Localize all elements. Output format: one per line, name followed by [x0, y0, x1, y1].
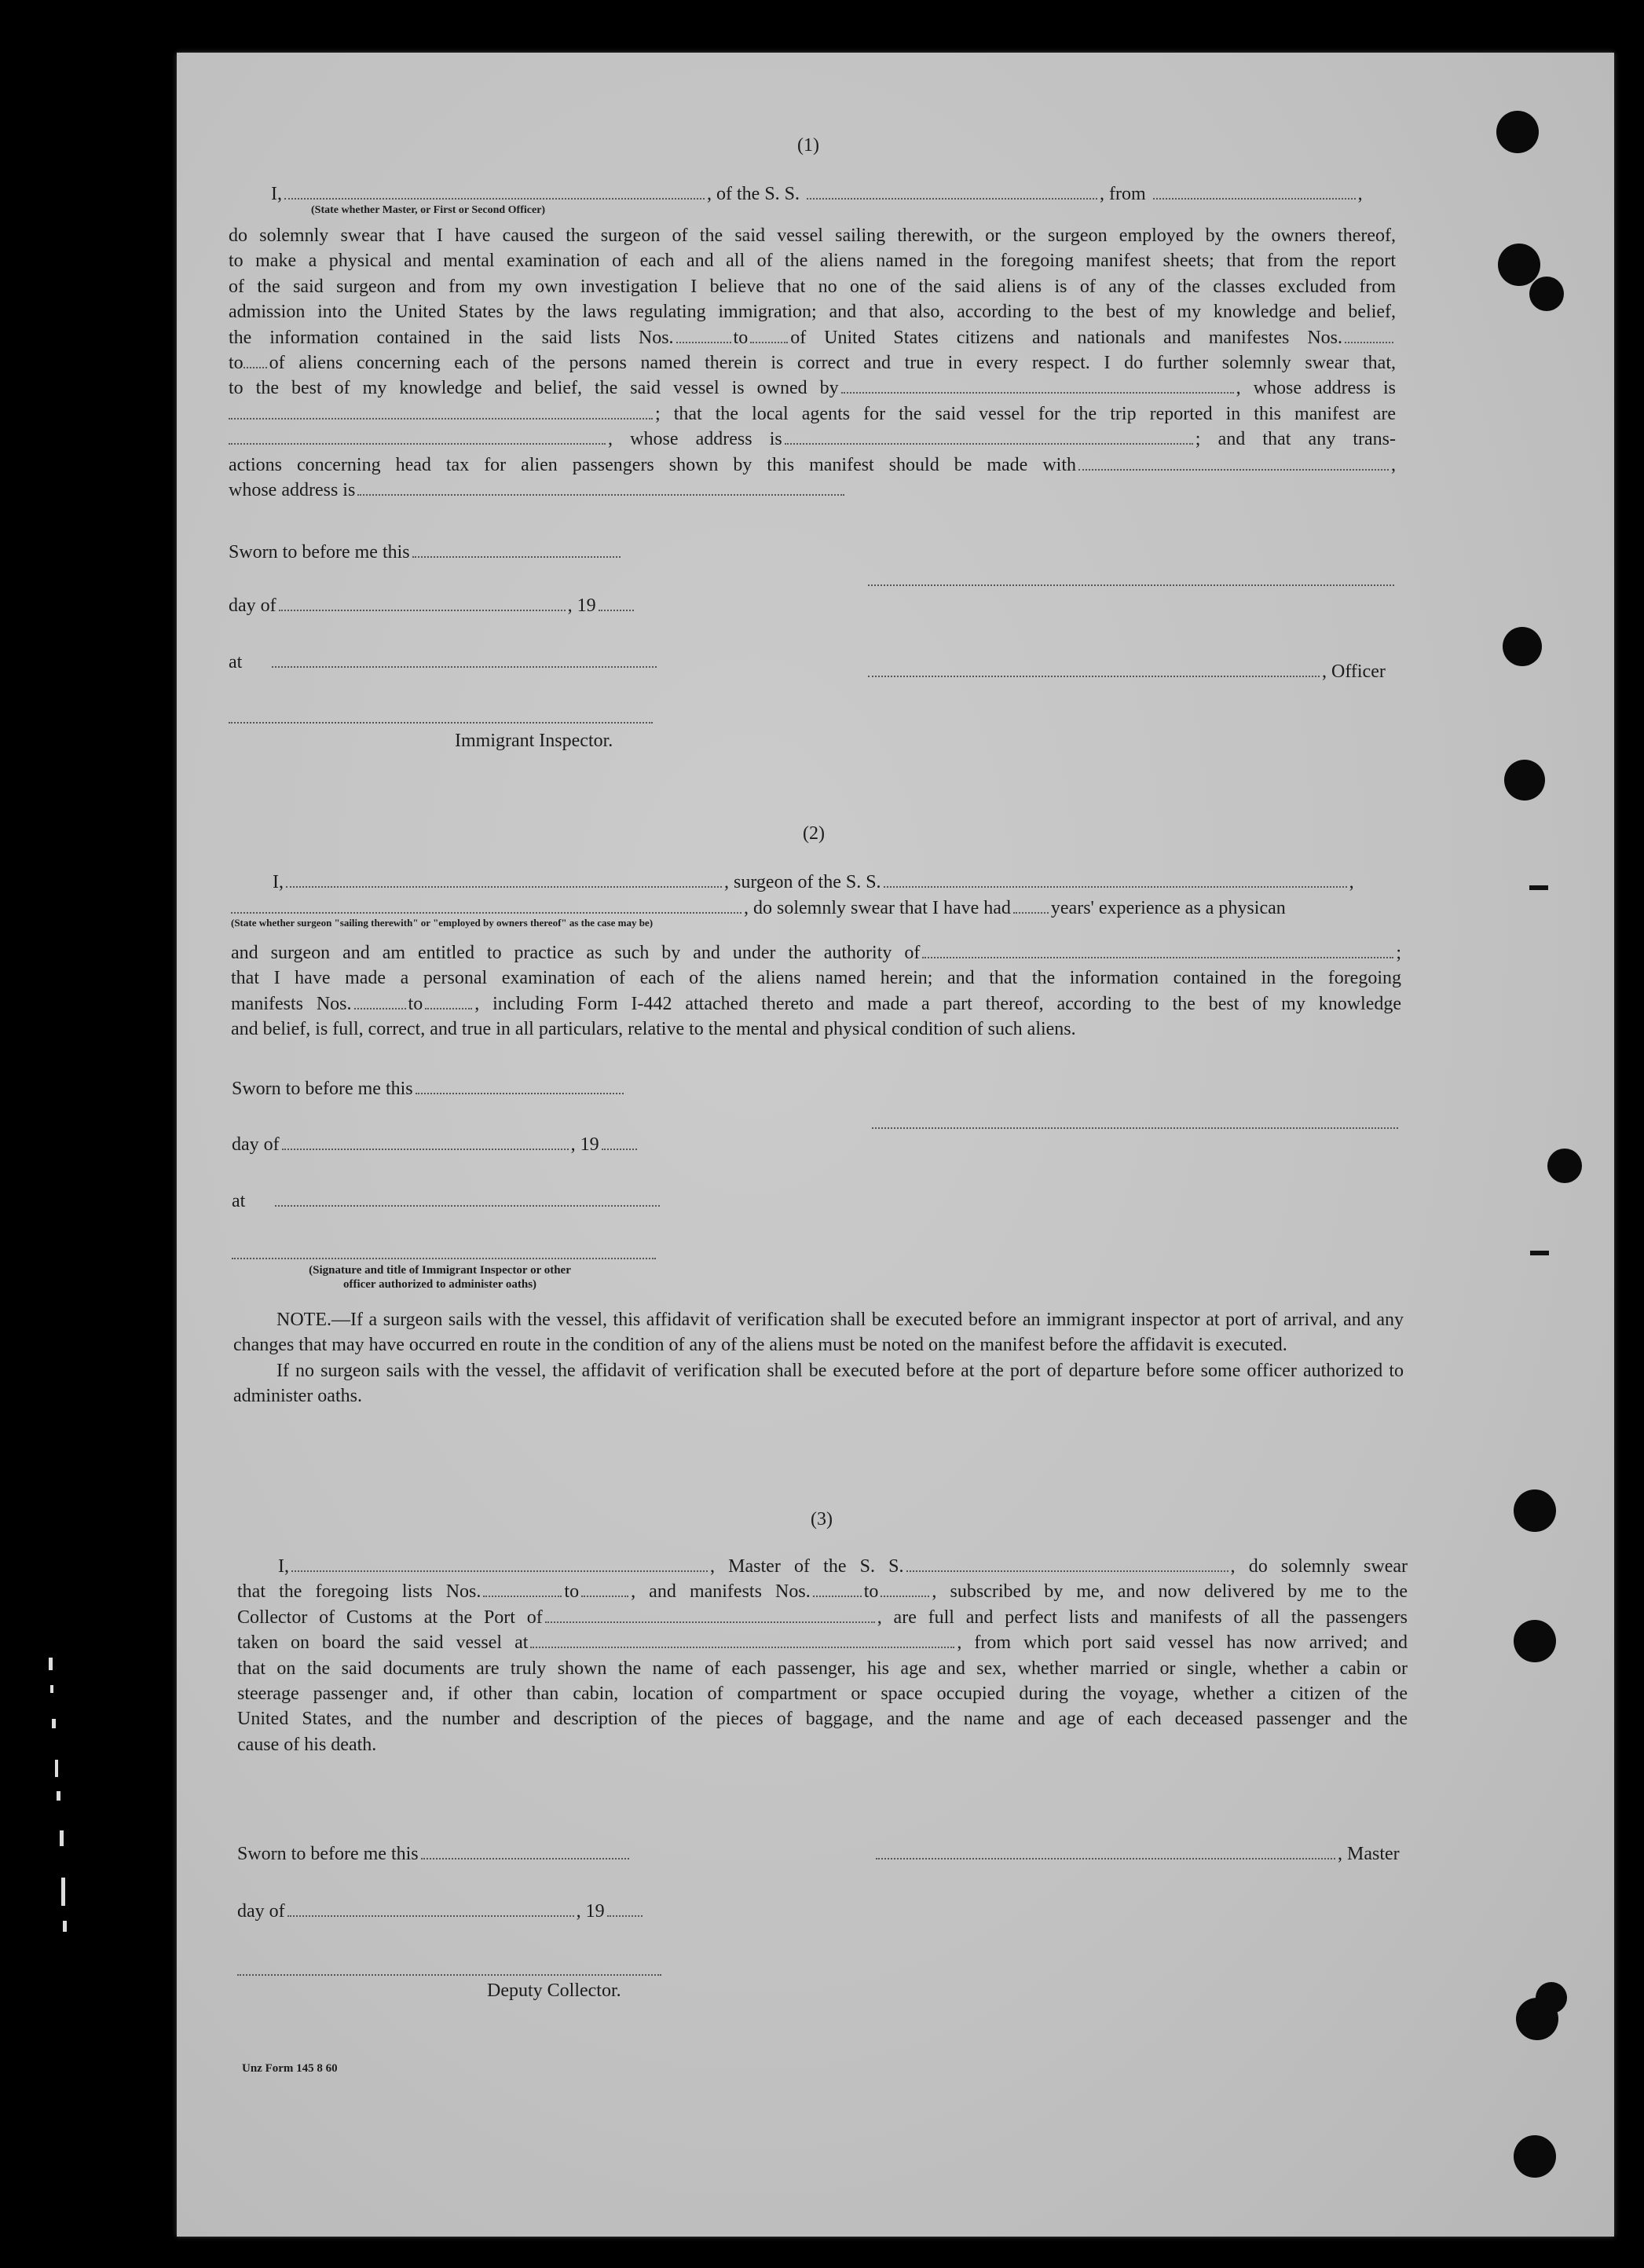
at-line-1: at: [229, 650, 659, 675]
at-line-2: at: [232, 1189, 662, 1214]
punch-hole: [1504, 760, 1545, 801]
punch-hole: [1547, 1149, 1582, 1183]
binding-mark: [1529, 885, 1548, 890]
scan-edge-marks: [0, 1650, 79, 1964]
section-2-number: (2): [803, 823, 825, 844]
section-3-number: (3): [811, 1509, 833, 1530]
punch-hole: [1514, 1489, 1556, 1532]
punch-hole: [1496, 111, 1539, 153]
section-2-line-2: , do solemnly swear that I have had years' experience as a physican: [231, 896, 1286, 921]
officer-line: , Officer: [868, 659, 1386, 684]
section-1-paragraph: do solemnly swear that I have caused the surgeon of the said vessel sailing therewith, or the surgeon employed by the owners thereof, to make a physical and mental examination of each and all of the aliens named in the foregoing manifest sheets; that from the report of the said surgeon and from my own investigation I believe that no one of the said aliens is of any of the classes excluded from admission into the United States by the laws regulating immigration; and that also, according to the best of my knowledge and belief, the information contained in the said lists Nos. to of United States citizens and nationals and manifestes Nos. to of aliens concerning each of the persons named therein is correct and true in every respect. I do further solemnly swear that, to the best of my knowledge and belief, the said vessel is owned by , whose address is ; that the local agents for the said vessel for the trip reported in this manifest are , whose address is ; and that any trans- actions concerning head tax for alien passengers shown by this manifest should be made with , whose address is: [229, 225, 1397, 501]
inspector-line: [229, 722, 653, 724]
day-of-line-1: day of , 19: [229, 593, 636, 618]
form-page: [177, 53, 1614, 2237]
sworn-line-3: Sworn to before me this: [237, 1841, 632, 1867]
inspector-signature-line: [232, 1258, 656, 1259]
punch-hole: [1514, 2135, 1556, 2178]
punch-hole: [1529, 277, 1564, 311]
surgeon-note: (State whether surgeon "sailing therewith" or "employed by owners thereof" as the case may be): [231, 917, 654, 929]
master-officer-note: (State whether Master, or First or Second Officer): [311, 204, 546, 216]
section-2-line-1: I, , surgeon of the S. S. ,: [273, 872, 1354, 892]
note-paragraph: NOTE.—If a surgeon sails with the vessel, this affidavit of verification shall be executed before an immigrant inspector at port of arrival, and any changes that may have occurred en route in the condition of any of the aliens must be noted on the manifest before the affidavit is executed. If no surgeon sails with the vessel, the affidavit of verification shall be executed before at the port of departure before some officer authorized to administer oaths.: [233, 1310, 1404, 1407]
section-3-paragraph: I, , Master of the S. S. , do solemnly swear that the foregoing lists Nos. to , and manifests Nos. to , subscribed by me, and now delivered by me to the Collector of Customs at the Port of , are full and perfect lists and manifests of all the passengers taken on board the said vessel at , from which port said vessel has now arrived; and that on the said documents are truly shown the name of each passenger, his age and sex, whether married or single, whether a cabin or steerage passenger and, if other than cabin, location of compartment or space occupied during the voyage, whether a citizen of the United States, and the number and description of the pieces of baggage, and the name and age of each deceased passenger and the cause of his death.: [237, 1556, 1408, 1755]
section-1-number: (1): [797, 135, 819, 156]
punch-hole: [1536, 1982, 1567, 2013]
punch-hole: [1498, 244, 1540, 286]
punch-hole: [1503, 627, 1542, 666]
section-1-line-1: I, , of the S. S. , from ,: [271, 184, 1363, 204]
sworn-line-1: Sworn to before me this: [229, 540, 623, 565]
immigrant-inspector-label: Immigrant Inspector.: [455, 731, 613, 751]
section-2-paragraph: and surgeon and am entitled to practice as such by and under the authority of ; that I have made a personal examination of each of the aliens named herein; and that the information contained in the foregoing manifests Nos. to , including Form I-442 attached thereto and made a part thereof, according to the best of my knowledge and belief, is full, correct, and true in all particulars, relative to the mental and physical condition of such aliens.: [231, 943, 1401, 1040]
deputy-collector-label: Deputy Collector.: [487, 1980, 621, 2001]
day-of-line-3: day of , 19: [237, 1899, 645, 1924]
sworn-line-2: Sworn to before me this: [232, 1076, 626, 1101]
form-number: Unz Form 145 8 60: [242, 2062, 338, 2075]
signature-line-1: [868, 584, 1394, 586]
collector-signature-line: [237, 1974, 661, 1976]
signature-title-note: (Signature and title of Immigrant Inspector or other officer authorized to administer oaths): [309, 1264, 571, 1291]
punch-hole: [1514, 1620, 1556, 1662]
binding-mark: [1530, 1251, 1549, 1255]
signature-line-2: [872, 1127, 1398, 1129]
day-of-line-2: day of , 19: [232, 1132, 639, 1157]
master-signature-line: , Master: [876, 1841, 1400, 1867]
